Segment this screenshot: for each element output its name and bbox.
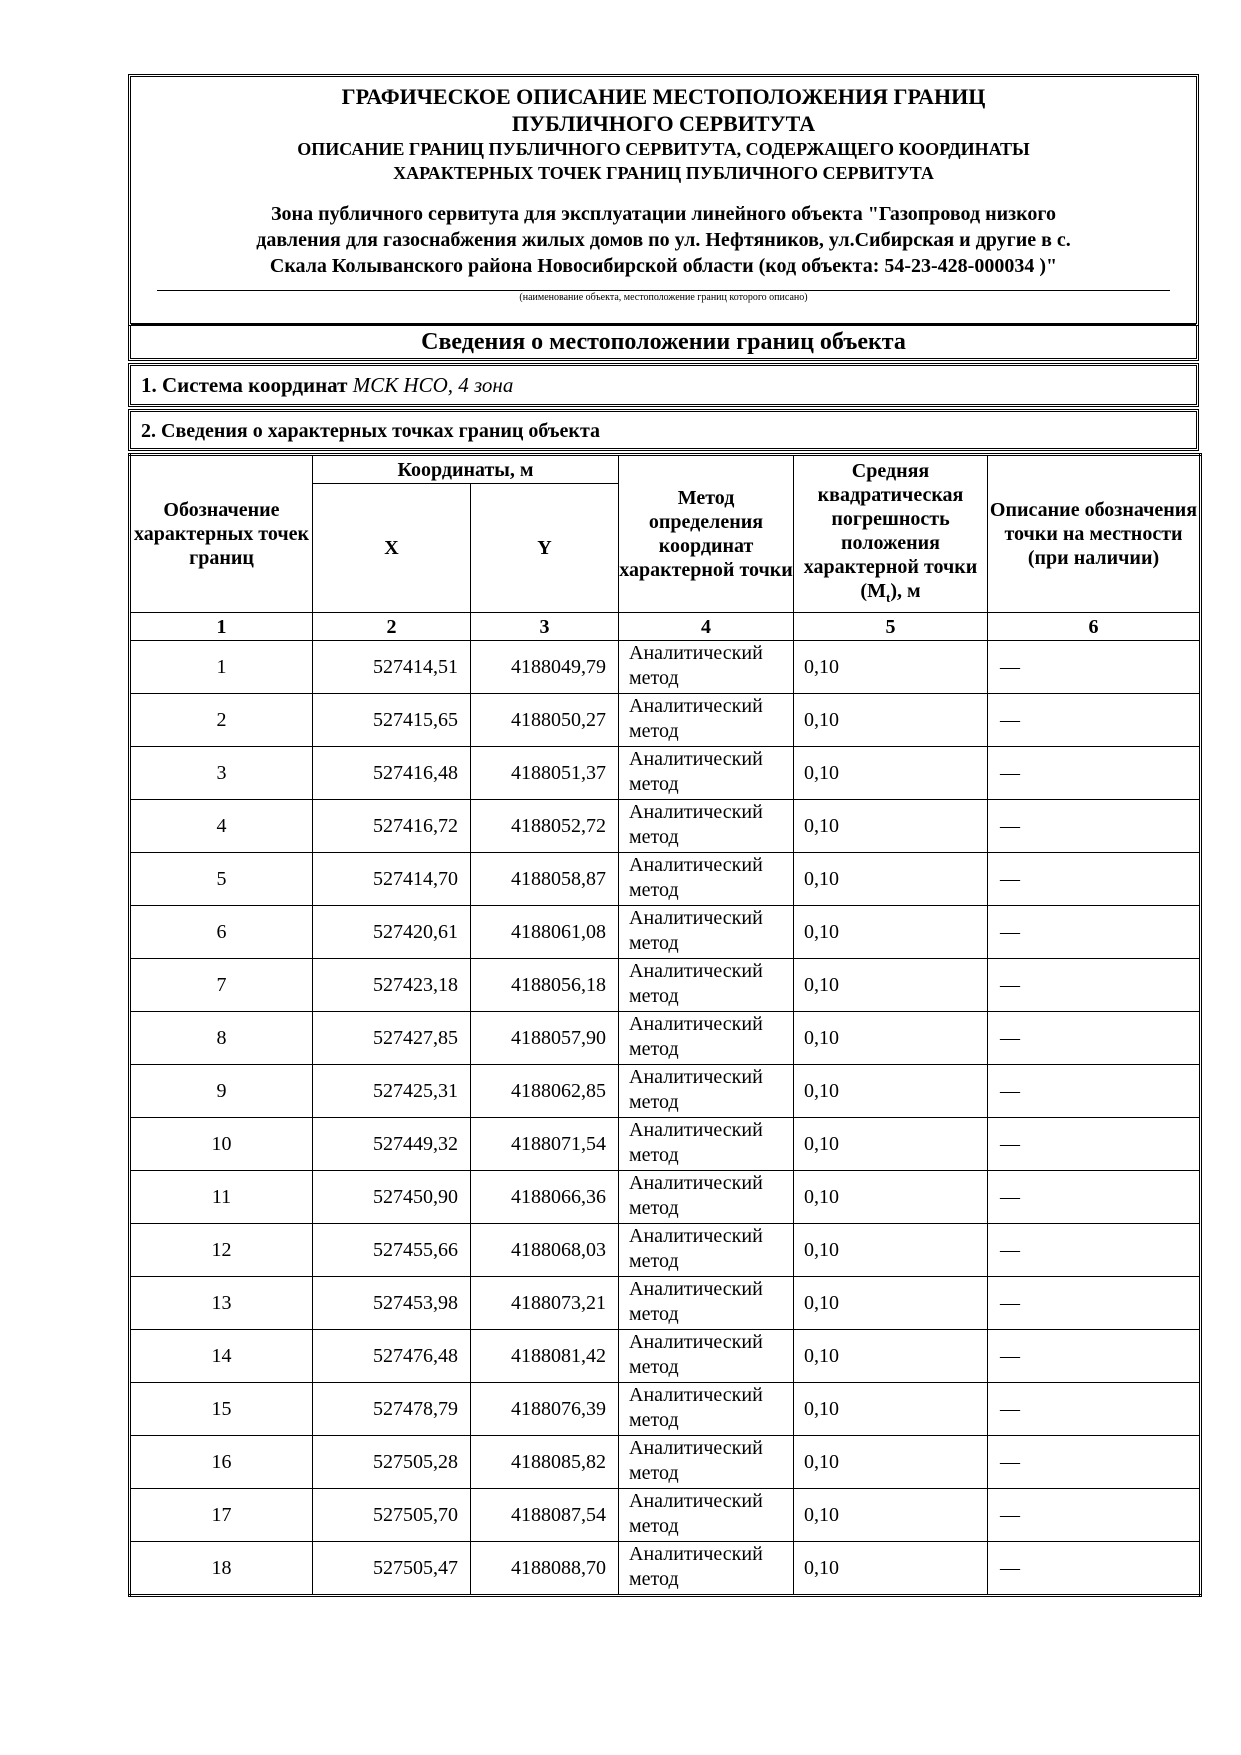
error-value: 0,10 [794,1436,988,1489]
error-value: 0,10 [794,1277,988,1330]
table-body [130,641,1201,1596]
method: Аналитический метод [619,1489,794,1542]
table-row [130,1436,1201,1489]
title-line-1: ГРАФИЧЕСКОЕ ОПИСАНИЕ МЕСТОПОЛОЖЕНИЯ ГРАНИЦ [341,84,986,109]
point-number: 18 [130,1542,313,1596]
col-error-header: Средняя квадратическая погрешность положения характерной точки $(M_t)$, м [794,455,988,613]
error-value: 0,10 [794,853,988,906]
method: Аналитический метод [619,694,794,747]
section-title: Сведения о местоположении границ объекта [128,326,1199,361]
point-number: 1 [130,641,313,694]
coord-y: 4188061,08 [471,906,619,959]
method: Аналитический метод [619,1171,794,1224]
subtitle-line-1: ОПИСАНИЕ ГРАНИЦ ПУБЛИЧНОГО СЕРВИТУТА, СОДЕРЖАЩЕГО КООРДИНАТЫ [297,139,1030,159]
point-description: — [988,906,1201,959]
coord-x: 527427,85 [313,1012,471,1065]
method: Аналитический метод [619,906,794,959]
point-number: 12 [130,1224,313,1277]
error-value: 0,10 [794,959,988,1012]
point-description: — [988,853,1201,906]
subtitle-line-2: ХАРАКТЕРНЫХ ТОЧЕК ГРАНИЦ ПУБЛИЧНОГО СЕРВИТУТА [393,163,934,183]
coord-x: 527414,70 [313,853,471,906]
error-value: 0,10 [794,1224,988,1277]
method: Аналитический метод [619,853,794,906]
error-value: 0,10 [794,800,988,853]
coord-y: 4188085,82 [471,1436,619,1489]
col-y-header: Y [471,484,619,613]
point-number: 13 [130,1277,313,1330]
object-line-1: Зона публичного сервитута для эксплуатации линейного объекта "Газопровод низкого [270,203,1057,225]
point-description: — [988,1118,1201,1171]
method: Аналитический метод [619,1383,794,1436]
coord-y: 4188051,37 [471,747,619,800]
point-number: 15 [130,1383,313,1436]
coord-y: 4188057,90 [471,1012,619,1065]
coord-y: 4188056,18 [471,959,619,1012]
coord-x: 527420,61 [313,906,471,959]
table-row [130,1224,1201,1277]
error-value: 0,10 [794,1383,988,1436]
point-number: 5 [130,853,313,906]
coord-y: 4188062,85 [471,1065,619,1118]
method: Аналитический метод [619,1542,794,1596]
table-row [130,1277,1201,1330]
table-row [130,694,1201,747]
point-description: — [988,1065,1201,1118]
error-value: 0,10 [794,641,988,694]
coord-y: 4188050,27 [471,694,619,747]
point-description: — [988,1383,1201,1436]
point-description: — [988,1330,1201,1383]
point-number: 7 [130,959,313,1012]
object-line-2: давления для газоснабжения жилых домов по ул. Нефтяников, ул.Сибирская и другие в с. [256,229,1071,251]
coord-y: 4188081,42 [471,1330,619,1383]
method: Аналитический метод [619,800,794,853]
column-number: 2 [313,613,471,641]
coord-x: 527505,28 [313,1436,471,1489]
column-number: 3 [471,613,619,641]
coord-x: 527505,47 [313,1542,471,1596]
coord-y: 4188087,54 [471,1489,619,1542]
column-number: 4 [619,613,794,641]
point-number: 14 [130,1330,313,1383]
table-row [130,1171,1201,1224]
points-title: 2. Сведения о характерных точках границ объекта [128,409,1199,451]
method: Аналитический метод [619,641,794,694]
coord-x: 527415,65 [313,694,471,747]
coord-x: 527423,18 [313,959,471,1012]
point-description: — [988,1436,1201,1489]
error-value: 0,10 [794,747,988,800]
method: Аналитический метод [619,1012,794,1065]
point-description: — [988,1277,1201,1330]
document-header [128,74,1199,326]
coord-x: 527476,48 [313,1330,471,1383]
coord-y: 4188049,79 [471,641,619,694]
table-row [130,747,1201,800]
coordinate-system-label: 1. Система координат [141,373,348,397]
points-table [128,453,1202,1597]
coord-y: 4188088,70 [471,1542,619,1596]
coord-y: 4188068,03 [471,1224,619,1277]
column-number: 5 [794,613,988,641]
method: Аналитический метод [619,959,794,1012]
error-value: 0,10 [794,1065,988,1118]
coordinate-system-value: МСК НСО, 4 зона [352,373,514,397]
document-frame [128,74,1199,1597]
error-value: 0,10 [794,1012,988,1065]
header-divider [131,324,1196,326]
coord-y: 4188066,36 [471,1171,619,1224]
object-note: (наименование объекта, местоположение границ которого описано) [519,292,808,303]
point-number: 10 [130,1118,313,1171]
point-description: — [988,641,1201,694]
point-number: 3 [130,747,313,800]
point-description: — [988,1012,1201,1065]
table-row [130,641,1201,694]
table-row [130,1065,1201,1118]
point-number: 8 [130,1012,313,1065]
method: Аналитический метод [619,747,794,800]
column-number: 1 [130,613,313,641]
object-description [131,201,1196,279]
column-numbers-row [130,613,1201,641]
col-method-header: Метод определения координат характерной точки [619,455,794,613]
table-row [130,800,1201,853]
coord-x: 527478,79 [313,1383,471,1436]
method: Аналитический метод [619,1277,794,1330]
point-number: 4 [130,800,313,853]
object-line-3: Скала Колыванского района Новосибирской области (код объекта: 54-23-428-000034 )" [269,255,1058,277]
col-x-header: X [313,484,471,613]
col-coords-header: Координаты, м [313,455,619,484]
point-description: — [988,1224,1201,1277]
col-desc-header: Описание обозначения точки на местности (при наличии) [988,455,1201,613]
method: Аналитический метод [619,1065,794,1118]
method: Аналитический метод [619,1436,794,1489]
point-number: 6 [130,906,313,959]
method: Аналитический метод [619,1118,794,1171]
table-row [130,1012,1201,1065]
coord-y: 4188071,54 [471,1118,619,1171]
coord-y: 4188073,21 [471,1277,619,1330]
point-description: — [988,694,1201,747]
coord-x: 527453,98 [313,1277,471,1330]
table-row [130,959,1201,1012]
coord-x: 527450,90 [313,1171,471,1224]
point-number: 16 [130,1436,313,1489]
title-line-2: ПУБЛИЧНОГО СЕРВИТУТА [511,111,816,136]
error-value: 0,10 [794,1489,988,1542]
column-number: 6 [988,613,1201,641]
coord-y: 4188058,87 [471,853,619,906]
point-number: 11 [130,1171,313,1224]
col-point-header: Обозначение характерных точек границ [130,455,313,613]
table-row [130,906,1201,959]
table-row [130,1330,1201,1383]
point-number: 2 [130,694,313,747]
point-description: — [988,1171,1201,1224]
coord-x: 527449,32 [313,1118,471,1171]
coord-x: 527416,48 [313,747,471,800]
table-row [130,1383,1201,1436]
coord-x: 527425,31 [313,1065,471,1118]
point-number: 9 [130,1065,313,1118]
underline [157,290,1170,291]
point-description: — [988,747,1201,800]
point-description: — [988,800,1201,853]
coord-y: 4188076,39 [471,1383,619,1436]
coord-y: 4188052,72 [471,800,619,853]
coord-x: 527455,66 [313,1224,471,1277]
error-value: 0,10 [794,694,988,747]
point-number: 17 [130,1489,313,1542]
coord-x: 527416,72 [313,800,471,853]
error-value: 0,10 [794,906,988,959]
error-value: 0,10 [794,1118,988,1171]
table-row [130,1542,1201,1596]
table-row [130,1118,1201,1171]
error-value: 0,10 [794,1330,988,1383]
table-row [130,853,1201,906]
method: Аналитический метод [619,1330,794,1383]
point-description: — [988,959,1201,1012]
coord-x: 527505,70 [313,1489,471,1542]
point-description: — [988,1489,1201,1542]
coordinate-system-bar [128,363,1199,407]
method: Аналитический метод [619,1224,794,1277]
point-description: — [988,1542,1201,1596]
coord-x: 527414,51 [313,641,471,694]
table-row [130,1489,1201,1542]
error-value: 0,10 [794,1171,988,1224]
error-value: 0,10 [794,1542,988,1596]
